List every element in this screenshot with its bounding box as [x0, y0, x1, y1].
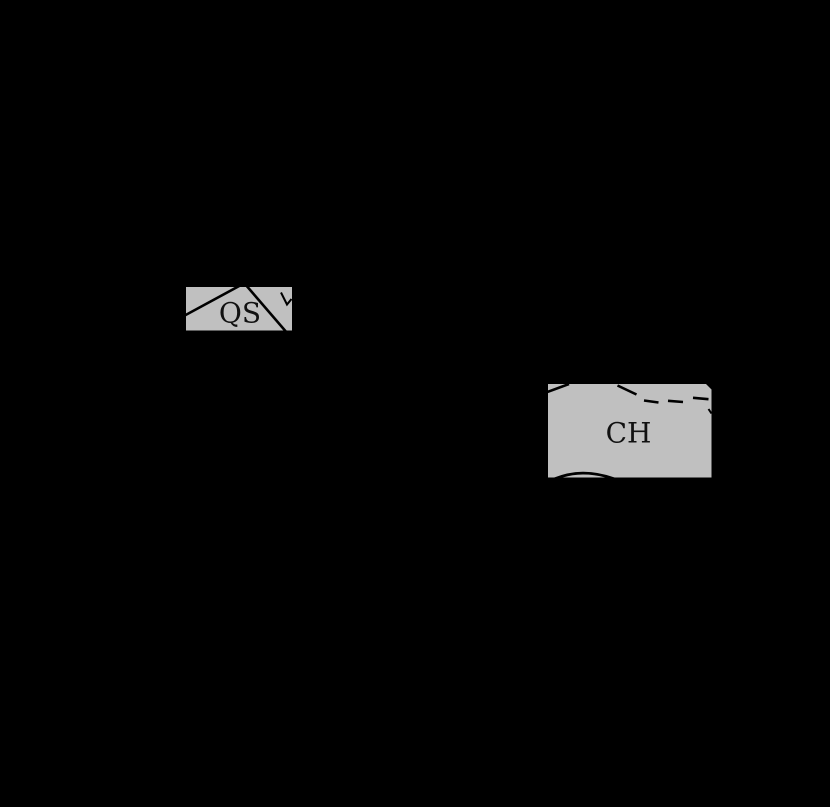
ch-dash-segment: [693, 398, 709, 399]
ch-dash-segment: [668, 401, 683, 402]
qs-label: QS: [218, 296, 262, 330]
ch-region-box: [546, 384, 712, 480]
qs-region-box: [181, 284, 292, 334]
ch-label: CH: [605, 416, 652, 450]
